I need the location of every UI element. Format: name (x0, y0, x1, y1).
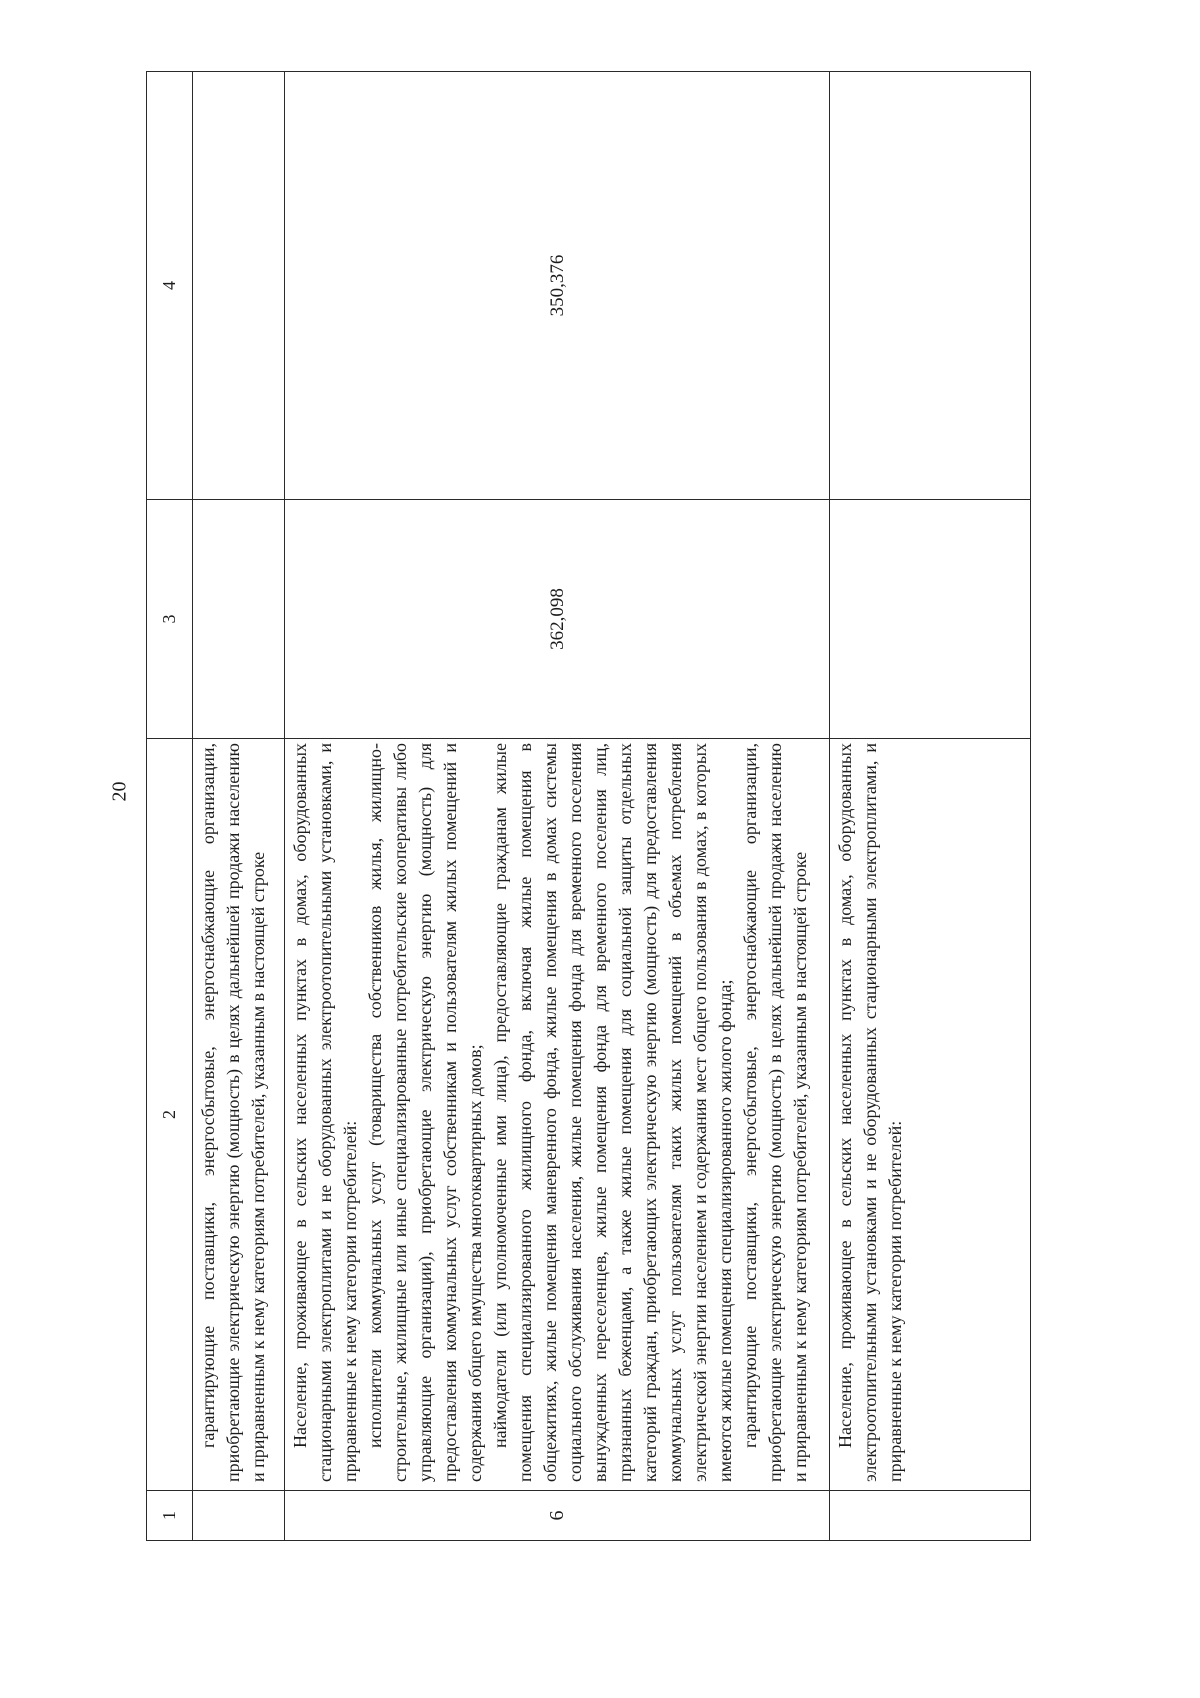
value-col-3 (193, 500, 285, 739)
row-description (830, 739, 1031, 1491)
paragraph: Население, проживающее в сельских населенных пунктах в домах, оборудованных стационарными электроплитами и не оборудованных электроотопительными установками, и приравненные к нему категории потребителей: (290, 743, 360, 1482)
table-row (830, 72, 1031, 1541)
paragraph: гарантирующие поставщики, энергосбытовые, энергоснабжающие организации, приобретающие электрическую энергию (мощность) в целях дальнейшей продажи населению и приравненным к нему категориям потребителей, указанным в настоящей строке (198, 743, 268, 1482)
table-row (193, 72, 285, 1541)
table-row (285, 72, 830, 1541)
table-header-row (147, 72, 193, 1541)
row-number (193, 1491, 285, 1541)
value-col-4 (193, 72, 285, 500)
value-col-3 (830, 500, 1031, 739)
header-col-2: 2 (147, 739, 193, 1491)
paragraph: наймодатели (или уполномоченные ими лица), предоставляющие гражданам жилые помещения специализированного жилищного фонда, включая жилые помещения в общежитиях, жилые помещения маневренного фонда, жилые помещения в домах системы социального обслуживания населения, жилые помещения фонда для временного поселения вынужденных переселенцев, жилые помещения фонда для временного поселения лиц, признанных беженцами, а также жилые помещения для социальной защиты отдельных категорий граждан, приобретающих электрическую энергию (мощность) для предоставления коммунальных услуг пользователям таких жилых помещений в объемах потребления электрической энергии населением и содержания мест общего пользования в домах, в которых имеются жилые помещения специализированного жилого фонда; (490, 743, 735, 1482)
paragraph: Население, проживающее в сельских населенных пунктах в домах, оборудованных электроотопительными установками и не оборудованных стационарными электроплитами, и приравненные к нему категории потребителей: (835, 743, 905, 1482)
rotated-table-container (146, 71, 1031, 1541)
value-col-3: 362,098 (285, 500, 830, 739)
paragraph: исполнители коммунальных услуг (товарищества собственников жилья, жилищно-строительные, жилищные или иные специализированные потребительские кооперативы либо управляющие организации), приобретающие электрическую энергию (мощность) для предоставления коммунальных услуг собственникам и пользователям жилых помещений и содержания общего имущества многоквартирных домов; (365, 743, 485, 1482)
tariff-table (146, 71, 1031, 1541)
value-col-4: 350,376 (285, 72, 830, 500)
row-number (830, 1491, 1031, 1541)
row-number: 6 (285, 1491, 830, 1541)
row-description (285, 739, 830, 1491)
paragraph: гарантирующие поставщики, энергосбытовые, энергоснабжающие организации, приобретающие электрическую энергию (мощность) в целях дальнейшей продажи населению и приравненным к нему категориям потребителей, указанным в настоящей строке (740, 743, 810, 1482)
value-col-4 (830, 72, 1031, 500)
row-description (193, 739, 285, 1491)
header-col-4: 4 (147, 72, 193, 500)
header-col-1: 1 (147, 1491, 193, 1541)
header-col-3: 3 (147, 500, 193, 739)
page-number: 20 (108, 781, 131, 802)
